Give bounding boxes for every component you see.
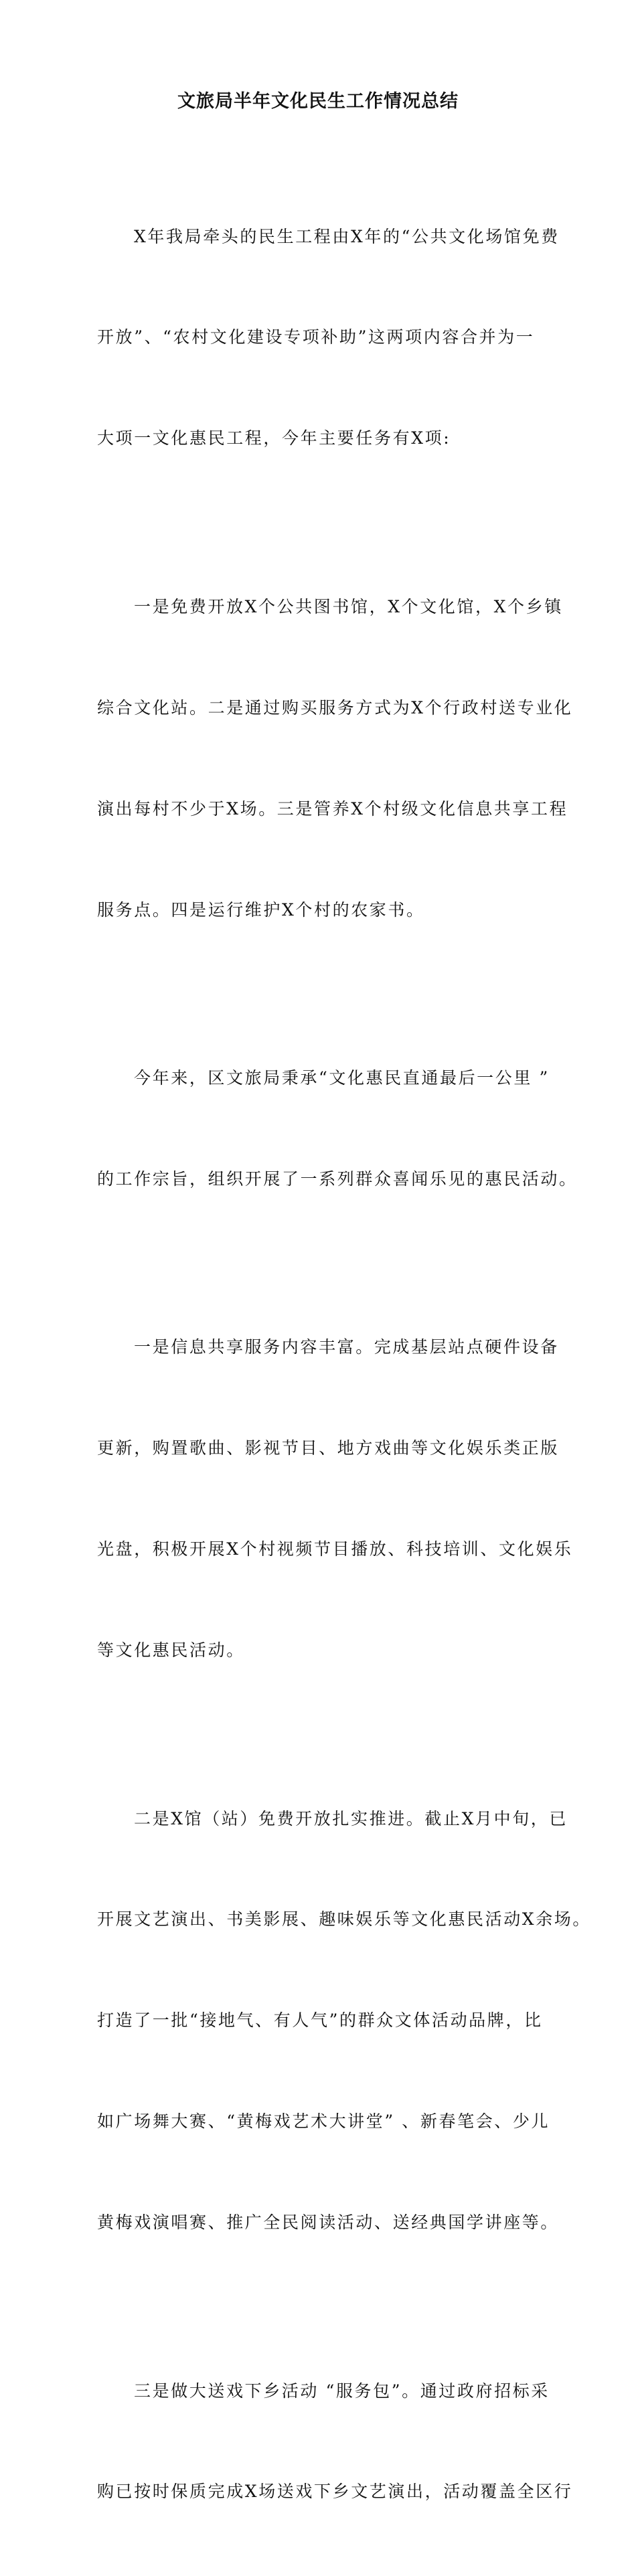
text-line: 开展文艺演出、书美影展、趣味娱乐等文化惠民活动X余场。: [97, 1909, 591, 1929]
text-line: 等文化惠民活动。: [97, 1640, 245, 1660]
text-line: 的工作宗旨，组织开展了一系列群众喜闻乐见的惠民活动。: [97, 1169, 578, 1189]
text-line: 大项一文化惠民工程，今年主要任务有X项:: [97, 428, 451, 448]
paragraph-info-sharing: [97, 1264, 573, 1735]
paragraph-opera-to-countryside: [97, 2307, 573, 2576]
text-line: 开放”、“农村文化建设专项补助”这两项内容合并为一: [97, 327, 535, 347]
text-line: 一是信息共享服务内容丰富。完成基层站点硬件设备: [134, 1337, 559, 1357]
paragraph-tasks: [97, 523, 573, 994]
text-line: X年我局牵头的民生工程由X年的“公共文化场馆免费: [134, 226, 560, 246]
paragraph-purpose: [97, 994, 578, 1263]
paragraph-free-opening: [97, 1735, 591, 2307]
text-line: 一是免费开放X个公共图书馆，X个文化馆，X个乡镇: [134, 596, 563, 616]
text-line: 光盘，积极开展X个村视频节目播放、科技培训、文化娱乐: [97, 1539, 573, 1559]
text-line: 综合文化站。二是通过购买服务方式为X个行政村送专业化: [97, 697, 573, 717]
paragraph-intro: [97, 153, 560, 523]
text-line: 如广场舞大赛、“黄梅戏艺术大讲堂” 、新春笔会、少儿: [97, 2112, 550, 2132]
text-line: 更新，购置歌曲、影视节目、地方戏曲等文化娱乐类正版: [97, 1438, 560, 1458]
text-line: 演出每村不少于X场。三是管养X个村级文化信息共享工程: [97, 798, 568, 819]
text-line: 三是做大送戏下乡活动 “服务包”。通过政府招标采: [134, 2381, 550, 2401]
text-line: 二是X馆（站）免费开放扎实推进。截止X月中旬，已: [134, 1808, 568, 1828]
text-line: 黄梅戏演唱赛、推广全民阅读活动、送经典国学讲座等。: [97, 2213, 560, 2233]
text-line: 购已按时保质完成X场送戏下乡文艺演出，活动覆盖全区行: [97, 2482, 573, 2502]
text-line: 今年来，区文旅局秉承“文化惠民直通最后一公里 ”: [134, 1068, 550, 1088]
document-body: [97, 153, 591, 2576]
text-line: 服务点。四是运行维护X个村的农家书。: [97, 899, 425, 920]
document-title: 文旅局半年文化民生工作情况总结: [177, 91, 459, 112]
text-line: 打造了一批“接地气、有人气”的群众文体活动品牌，比: [97, 2010, 543, 2031]
